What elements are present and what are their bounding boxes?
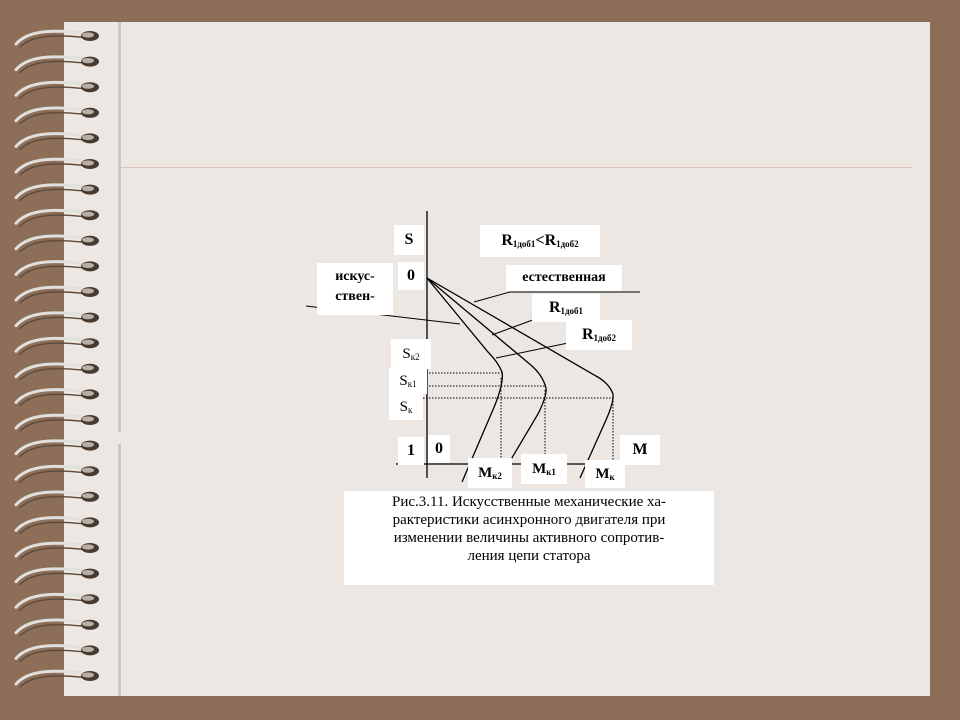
mk-sub: к [609, 472, 615, 482]
sk1-main: S [399, 373, 408, 389]
one-label: 1 [398, 437, 424, 465]
m-axis-label: M [620, 435, 660, 465]
resistance-condition-label [480, 225, 600, 257]
leader-natural [474, 292, 510, 302]
condition-r1-sub: 1доб1 [512, 239, 536, 249]
artificial-label-line2: ствен- [335, 289, 375, 304]
caption-line: ления цепи статора [467, 548, 591, 564]
mk2-label [468, 458, 512, 488]
r-dob2-sub: 1доб2 [593, 333, 617, 343]
r-dob1-main: R [548, 299, 561, 316]
artificial-label [317, 263, 393, 315]
sk-label [389, 394, 423, 420]
sk2-main: S [402, 346, 411, 362]
r-dob2-label [566, 320, 632, 350]
mk-label [585, 460, 625, 488]
sk1-label [389, 368, 427, 394]
origin-bottom-label: 0 [428, 435, 450, 463]
sk2-sub: к2 [410, 352, 420, 362]
caption-line: рактеристики асинхронного двигателя при [392, 512, 666, 528]
condition-lt: < [535, 232, 545, 249]
mk2-sub: к2 [492, 471, 502, 481]
mk-main: M [595, 466, 610, 482]
origin-top-label: 0 [398, 262, 424, 290]
sk-main: S [399, 399, 408, 415]
artificial-label-line1: искус- [335, 269, 375, 284]
r-dob1-sub: 1доб1 [560, 306, 584, 316]
natural-characteristic-label: естественная [506, 265, 622, 291]
condition-r1: R [501, 232, 513, 249]
condition-r2: R [544, 232, 557, 249]
figure-caption [344, 491, 714, 585]
caption-line: изменении величины активного сопротив- [393, 530, 665, 546]
s-axis-label: S [394, 225, 424, 255]
caption-line: Рис.3.11. Искусственные механические ха- [392, 494, 666, 510]
sk2-label [391, 339, 431, 369]
condition-r2-sub: 1доб2 [556, 239, 579, 249]
r-dob1-label [532, 294, 600, 322]
mk1-main: M [532, 461, 547, 477]
mk2-main: M [478, 465, 493, 481]
mk1-sub: к1 [546, 467, 556, 477]
sk1-sub: к1 [407, 379, 417, 389]
r-dob2-main: R [581, 326, 594, 343]
sk-sub: к [407, 405, 413, 415]
mk1-label [521, 454, 567, 484]
